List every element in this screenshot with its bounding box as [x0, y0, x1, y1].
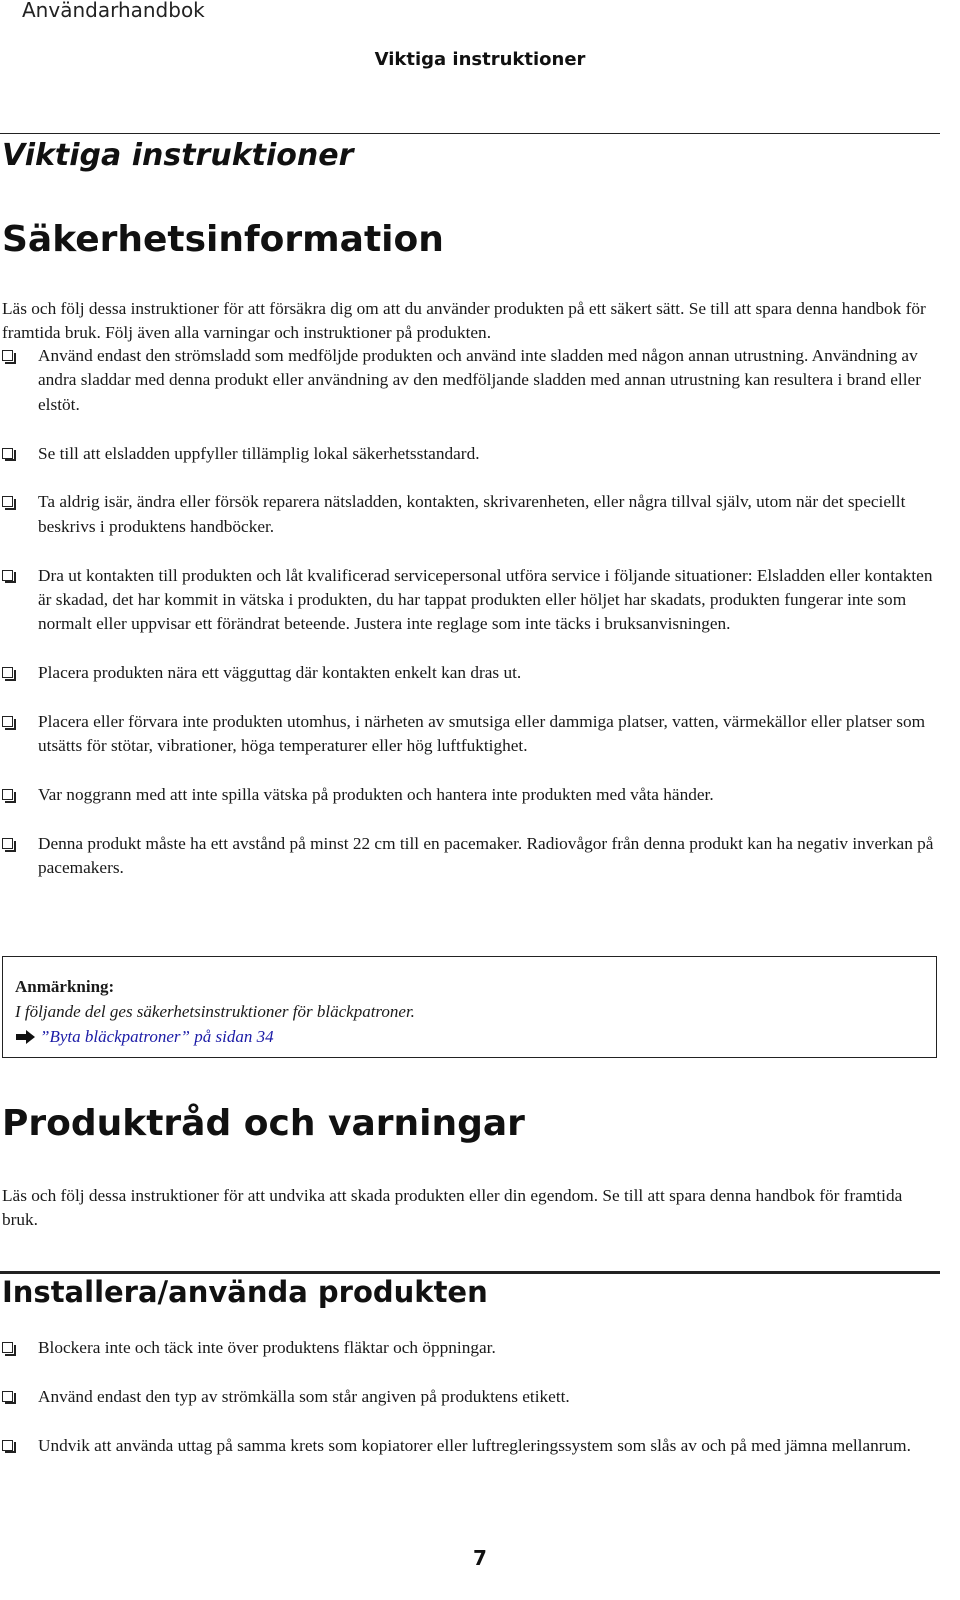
note-text: I följande del ges säkerhetsinstruktioner för bläckpatroner. [15, 1002, 415, 1021]
safety-list [0, 344, 940, 905]
checkbox-bullet-icon [2, 496, 13, 507]
page-number: 7 [473, 1546, 487, 1570]
checkbox-bullet-icon [2, 838, 13, 849]
manual-title: Användarhandbok [22, 0, 205, 22]
link-text[interactable]: ”Byta bläckpatroner” på sidan 34 [40, 1027, 274, 1046]
list-item: Undvik att använda uttag på samma krets som kopiatorer eller luftregleringssystem som slås av och på med jämna mellanrum. [0, 1434, 940, 1458]
list-item: Var noggrann med att inte spilla vätska på produkten och hantera inte produkten med våta händer. [0, 783, 940, 807]
chapter-rule [0, 133, 940, 134]
list-item: Se till att elsladden uppfyller tillämplig lokal säkerhetsstandard. [0, 442, 940, 466]
checkbox-bullet-icon [2, 789, 13, 800]
chapter-title: Viktiga instruktioner [2, 138, 354, 173]
product-advice-heading: Produktråd och varningar [2, 1103, 525, 1144]
safety-intro: Läs och följ dessa instruktioner för att försäkra dig om att du använder produkten på ett säkert sätt. Se till att spara denna handbok för framtida bruk. Följ även alla varningar och instruktioner på produkten. [2, 299, 926, 343]
checkbox-bullet-icon [2, 448, 13, 459]
list-item: Denna produkt måste ha ett avstånd på minst 22 cm till en pacemaker. Radiovågor från denna produkt kan ha negativ inverkan på pacemakers. [0, 832, 940, 881]
checkbox-bullet-icon [2, 1440, 13, 1451]
list-item: Placera eller förvara inte produkten utomhus, i närheten av smutsiga eller dammiga platser, vatten, värmekällor eller platser som utsätts för stötar, vibrationer, höga temperaturer eller hög luftfuktighet. [0, 710, 940, 759]
list-item: Blockera inte och täck inte över produktens fläktar och öppningar. [0, 1336, 940, 1360]
list-item: Ta aldrig isär, ändra eller försök reparera nätsladden, kontakten, skrivarenheten, eller några tillval själv, utom när det speciellt beskrivs i produktens handböcker. [0, 490, 940, 539]
cross-reference-link[interactable] [15, 1024, 924, 1049]
list-item: Dra ut kontakten till produkten och låt kvalificerad servicepersonal utföra service i följande situationer: Elsladden eller kontakten är skadad, det har kommit in vätska i produkten, du har tappat produkten eller höljet har skadats, produkten fungerar inte som normalt eller uppvisar ett förändrat beteende. Justera inte reglage som inte täcks i bruksanvisningen. [0, 564, 940, 637]
checkbox-bullet-icon [2, 667, 13, 678]
install-heading: Installera/använda produkten [2, 1275, 488, 1309]
arrow-right-icon [15, 1029, 37, 1045]
install-list [0, 1336, 940, 1482]
list-item: Placera produkten nära ett vägguttag där kontakten enkelt kan dras ut. [0, 661, 940, 685]
note-box [2, 956, 937, 1058]
safety-heading: Säkerhetsinformation [2, 219, 444, 260]
checkbox-bullet-icon [2, 570, 13, 581]
note-title: Anmärkning: [15, 977, 115, 996]
checkbox-bullet-icon [2, 1391, 13, 1402]
checkbox-bullet-icon [2, 716, 13, 727]
list-item: Använd endast den typ av strömkälla som står angiven på produktens etikett. [0, 1385, 940, 1409]
product-advice-intro: Läs och följ dessa instruktioner för att undvika att skada produkten eller din egendom. Se till att spara denna handbok för framtida bruk. [2, 1186, 903, 1230]
list-item: Använd endast den strömsladd som medföljde produkten och använd inte sladden med någon annan utrustning. Användning av andra sladdar med denna produkt eller användning av den medföljande sladden med annan utrustning kan resultera i brand eller elstöt. [0, 344, 940, 417]
checkbox-bullet-icon [2, 1342, 13, 1353]
running-section-title: Viktiga instruktioner [374, 49, 586, 70]
checkbox-bullet-icon [2, 350, 13, 361]
